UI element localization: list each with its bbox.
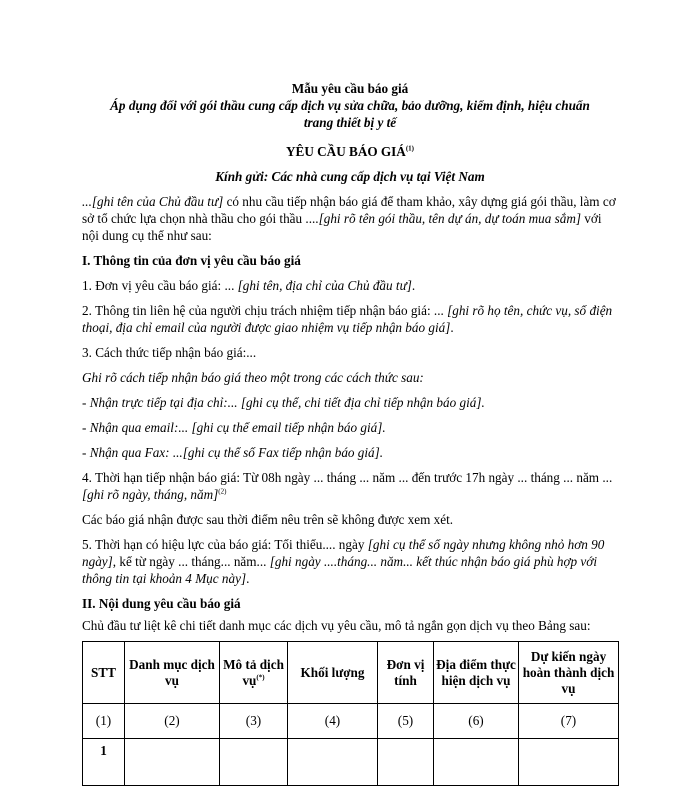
table-cell: (3) <box>220 704 288 739</box>
table-cell <box>378 739 434 786</box>
document-title <box>82 143 618 160</box>
receive-way-direct: - Nhận trực tiếp tại địa chỉ:... [ghi cụ thể, chi tiết địa chỉ tiếp nhận báo giá]. <box>82 395 485 410</box>
form-scope <box>82 97 618 131</box>
section2-intro: Chủ đầu tư liệt kê chi tiết danh mục các dịch vụ yêu cầu, mô tả ngắn gọn dịch vụ theo Bảng sau: <box>82 618 591 633</box>
recipient-line: Kính gửi: Các nhà cung cấp dịch vụ tại Việt Nam <box>215 169 485 184</box>
form-scope-line1: Áp dụng đối với gói thầu cung cấp dịch vụ sửa chữa, bảo dưỡng, kiểm định, hiệu chuẩn <box>110 98 590 113</box>
intro-text-1: có nhu cầu tiếp nhận báo giá để tham khảo, xây dựng giá gói thầu, làm cơ sở tổ chức lựa chọn nhà thầu cho gói thầu .... <box>82 194 616 226</box>
item5-text: 5. Thời hạn có hiệu lực của báo giá: Tối thiểu.... ngày <box>82 537 368 552</box>
item5-text2: , kể từ ngày ... tháng... năm... <box>112 554 270 569</box>
item2-italic: [ghi rõ họ tên, chức vụ, số điện thoại, địa chỉ email của người được giao nhiệm vụ tiếp nhận báo giá] <box>82 303 613 335</box>
item3-note: Ghi rõ cách tiếp nhận báo giá theo một trong các cách thức sau: <box>82 370 424 385</box>
form-scope-line2: trang thiết bị y tế <box>303 115 397 130</box>
item4-italic: [ghi rõ ngày, tháng, năm] <box>82 487 219 502</box>
section1-heading: I. Thông tin của đơn vị yêu cầu báo giá <box>82 253 301 268</box>
table-header-row <box>83 642 619 704</box>
section1-item2 <box>82 302 618 336</box>
item5-italic: [ghi cụ thể số ngày nhưng không nhỏ hơn 90 ngày] <box>82 537 605 569</box>
item1-end: . <box>411 278 416 293</box>
table-cell <box>519 739 619 786</box>
table-cell <box>125 739 220 786</box>
intro-italic-2: [ghi rõ tên gói thầu, tên dự án, dự toán mua sắm] <box>318 211 581 226</box>
header-quantity: Khối lượng <box>288 642 378 704</box>
receive-way-email: - Nhận qua email:... [ghi cụ thể email tiếp nhận báo giá]. <box>82 420 386 435</box>
intro-paragraph <box>82 193 618 244</box>
document-content <box>82 80 618 786</box>
intro-italic-1: ...[ghi tên của Chủ đầu tư] <box>82 194 224 209</box>
header-description-text: Mô tả dịch vụ <box>223 656 284 688</box>
item2-text: 2. Thông tin liên hệ của người chịu trách nhiệm tiếp nhận báo giá: ... <box>82 303 448 318</box>
header-unit: Đơn vị tính <box>378 642 434 704</box>
item5-italic2: [ghi ngày ....tháng... năm... kết thúc nhận báo giá phù hợp với thông tin tại khoản 4 Mục này] <box>82 554 597 586</box>
item2-end: . <box>450 320 454 335</box>
title-text: YÊU CẦU BÁO GIÁ <box>286 144 406 159</box>
section1-item1 <box>82 277 618 294</box>
item4-text: 4. Thời hạn tiếp nhận báo giá: Từ 08h ngày ... tháng ... năm ... đến trước 17h ngày ... tháng ... năm ... <box>82 470 613 485</box>
receive-way-fax: - Nhận qua Fax: ...[ghi cụ thể số Fax tiếp nhận báo giá]. <box>82 445 384 460</box>
table-cell: (5) <box>378 704 434 739</box>
header-stt: STT <box>83 642 125 704</box>
header-description <box>220 642 288 704</box>
table-cell: 1 <box>83 739 125 786</box>
item1-text: 1. Đơn vị yêu cầu báo giá: ... <box>82 278 238 293</box>
item4-after: Các báo giá nhận được sau thời điểm nêu trên sẽ không được xem xét. <box>82 512 454 527</box>
table-row <box>83 739 619 786</box>
section2-heading: II. Nội dung yêu cầu báo giá <box>82 596 241 611</box>
item5-end: . <box>246 571 250 586</box>
item4-footnote: (2) <box>218 487 227 496</box>
form-name: Mẫu yêu cầu báo giá <box>291 81 409 96</box>
service-table <box>82 641 619 786</box>
header-completion-date: Dự kiến ngày hoàn thành dịch vụ <box>519 642 619 704</box>
table-cell: (4) <box>288 704 378 739</box>
header-service-list: Danh mục dịch vụ <box>125 642 220 704</box>
table-cell: (2) <box>125 704 220 739</box>
intro-text-2: với nội dung cụ thể như sau: <box>82 211 602 243</box>
table-cell <box>434 739 519 786</box>
table-cell <box>220 739 288 786</box>
section1-item3: 3. Cách thức tiếp nhận báo giá:... <box>82 345 257 360</box>
header-location: Địa điểm thực hiện dịch vụ <box>434 642 519 704</box>
table-cell: (1) <box>83 704 125 739</box>
item1-italic: [ghi tên, địa chỉ của Chủ đầu tư] <box>237 278 412 293</box>
table-cell <box>288 739 378 786</box>
table-cell: (7) <box>519 704 619 739</box>
table-cell: (6) <box>434 704 519 739</box>
table-number-row <box>83 704 619 739</box>
header-description-footnote: (*) <box>256 673 265 682</box>
section1-item4 <box>82 469 618 503</box>
title-footnote: (1) <box>405 144 414 153</box>
section1-item5 <box>82 536 618 587</box>
